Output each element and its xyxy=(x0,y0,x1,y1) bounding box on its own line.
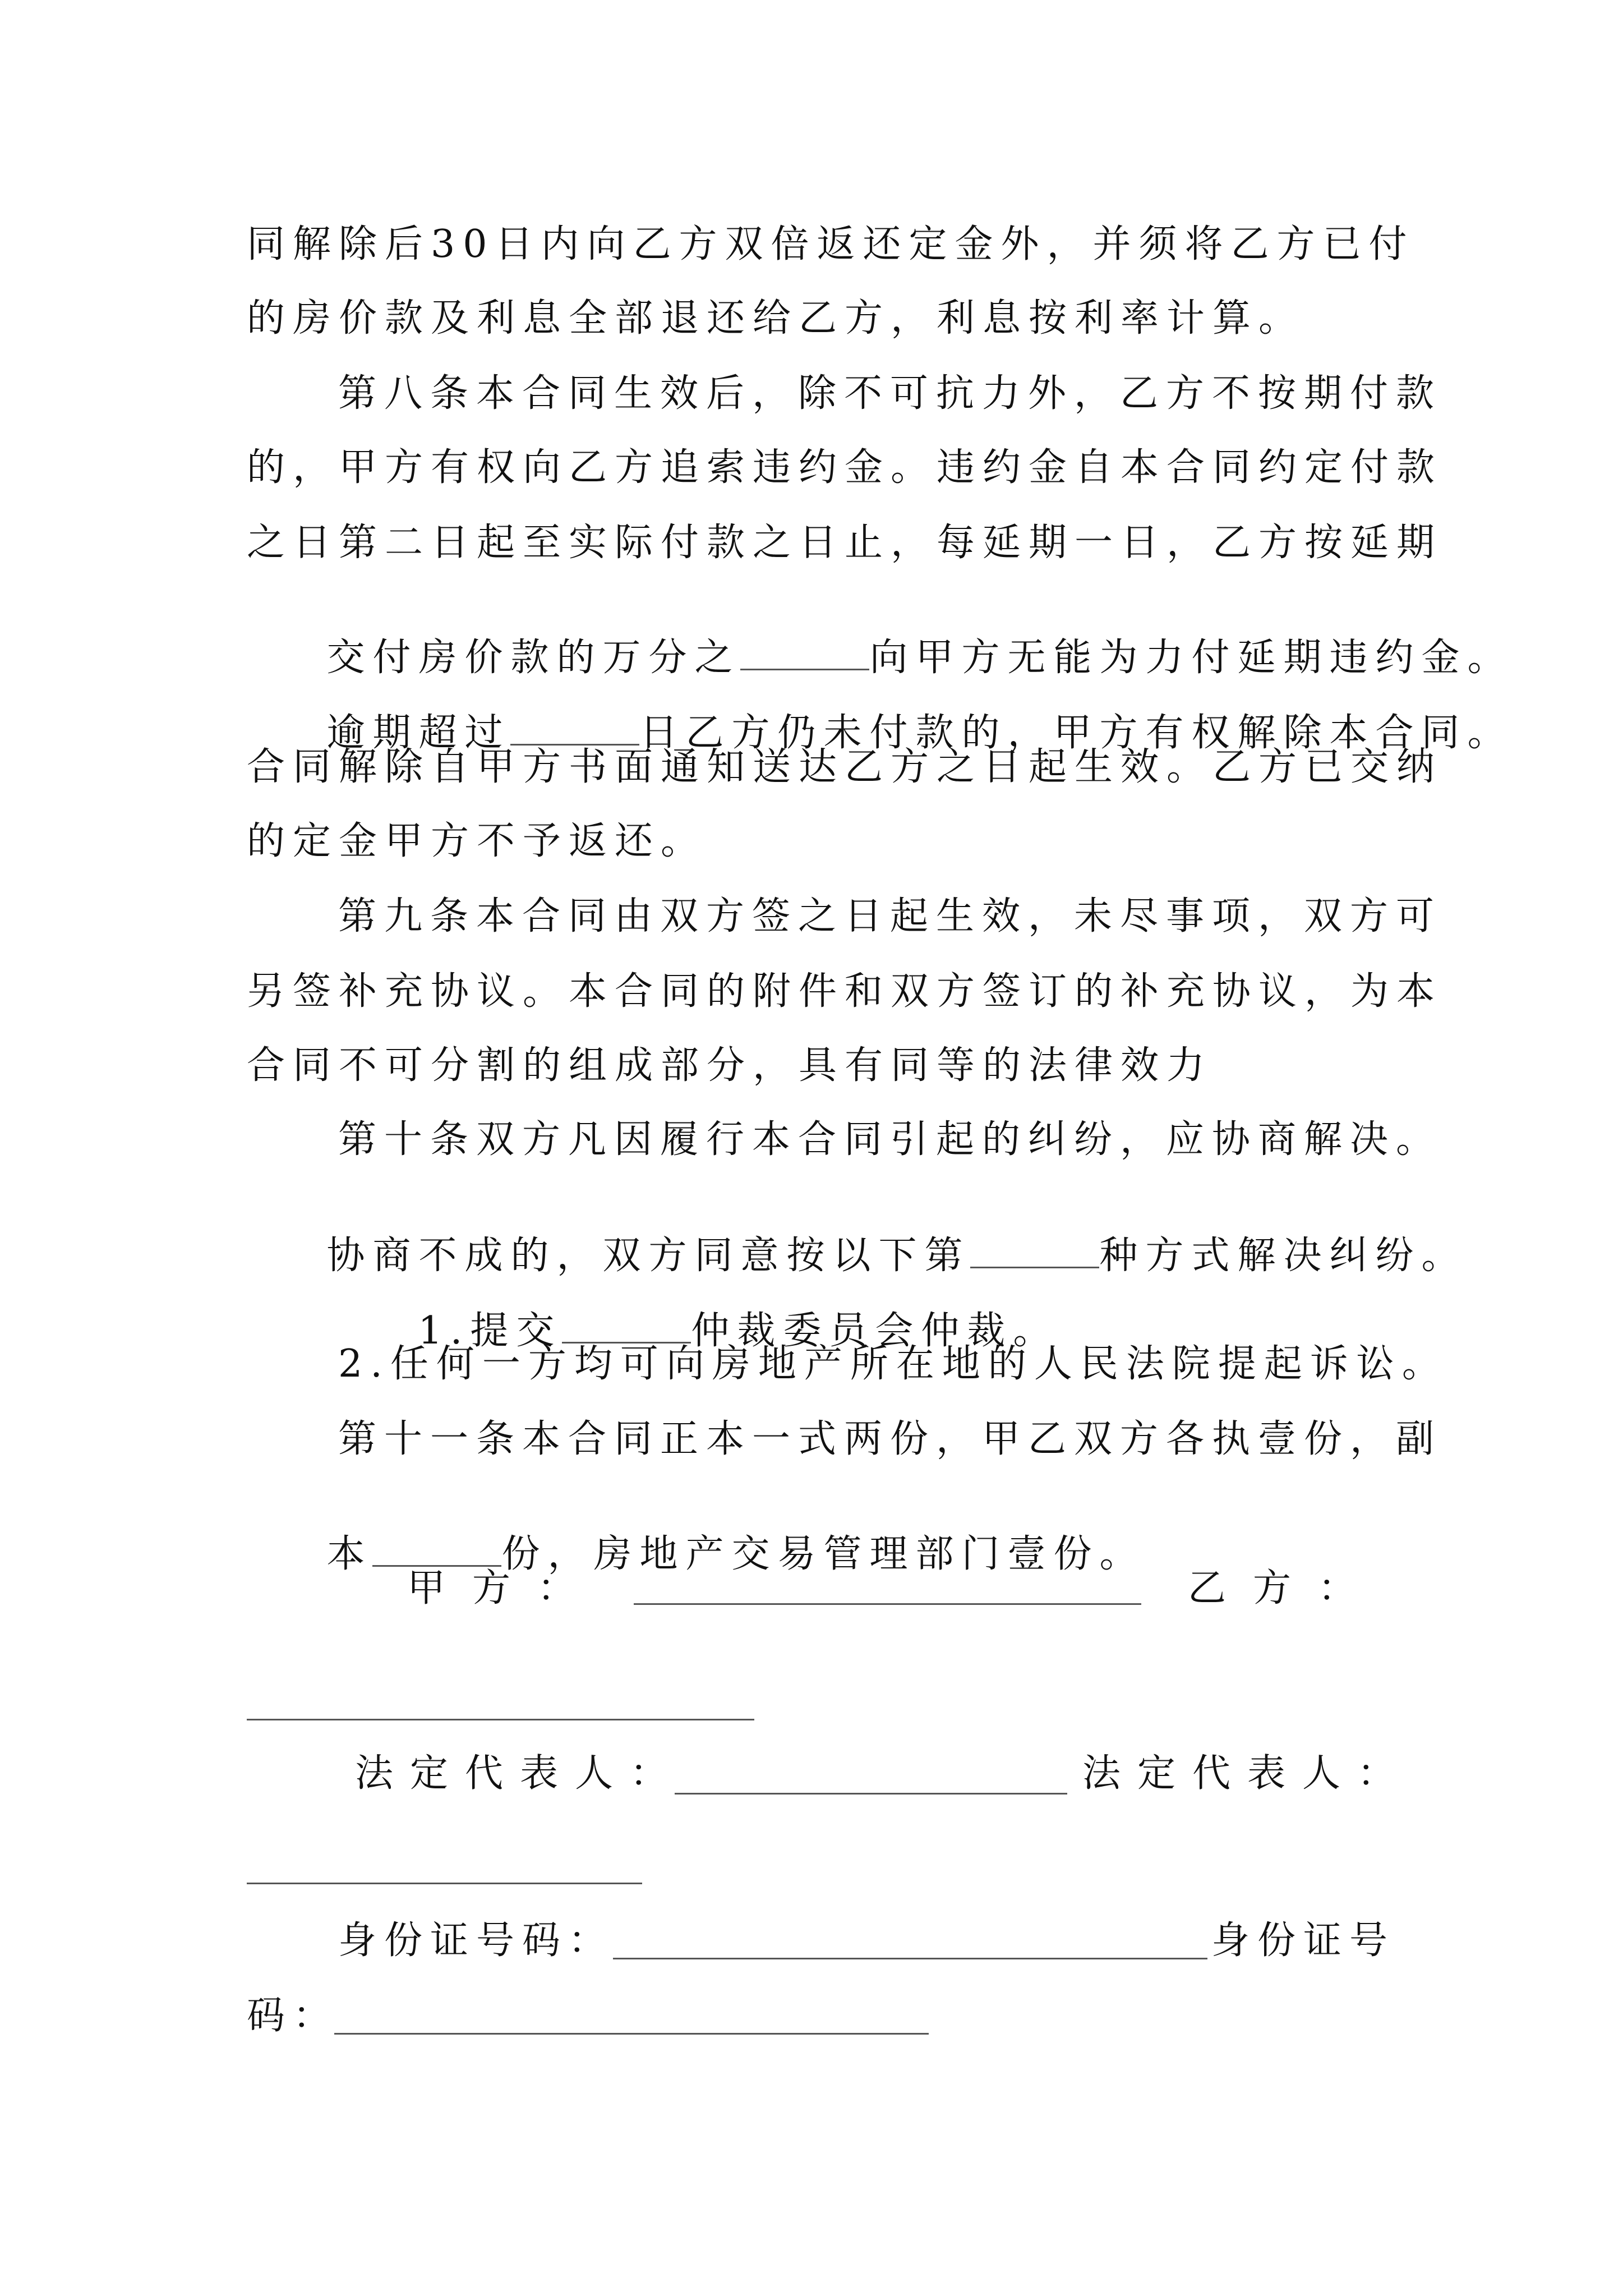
id-a-label: 身份证号码： xyxy=(338,1918,615,1963)
line-text: 本 xyxy=(326,1532,373,1576)
rep-b-label: 法定代表人： xyxy=(1082,1751,1413,1796)
line-text: 份，房地产交易管理部门壹份。 xyxy=(501,1532,1146,1576)
line-text: 种方式解决纠纷。 xyxy=(1099,1234,1468,1278)
id-b-line[interactable] xyxy=(334,2033,929,2035)
line-text: 日乙方仍未付款的，甲方有权解除本合同。 xyxy=(639,711,1514,755)
fill-blank[interactable] xyxy=(562,1309,691,1343)
fill-blank[interactable] xyxy=(372,1533,501,1567)
paragraph-line: 之日第二日起至实际付款之日止，每延期一日，乙方按延期 xyxy=(247,521,1443,565)
fill-blank[interactable] xyxy=(740,636,869,670)
paragraph-line: 同解除后30日内向乙方双倍返还定金外，并须将乙方已付 xyxy=(247,222,1415,266)
paragraph-line: 合同解除自甲方书面通知送达乙方之日起生效。乙方已交纳 xyxy=(247,745,1443,789)
line-text: 逾期超过 xyxy=(326,711,511,755)
paragraph-line: 合同不可分割的组成部分，具有同等的法律效力 xyxy=(247,1043,1213,1088)
article-11-start: 第十一条本合同正本一式两份，甲乙双方各执壹份，副 xyxy=(338,1417,1442,1461)
paragraph-line: 的房价款及利息全部退还给乙方，利息按利率计算。 xyxy=(247,296,1305,341)
party-b-signature-line[interactable] xyxy=(247,1719,754,1720)
paragraph-line xyxy=(247,1494,1146,1612)
article-9-start: 第九条本合同由双方签之日起生效，未尽事项，双方可 xyxy=(338,894,1442,938)
line-text: 协商不成的，双方同意按以下第 xyxy=(326,1234,971,1278)
line-text: 向甲方无能为力付延期违约金。 xyxy=(869,636,1514,680)
fill-blank[interactable] xyxy=(510,711,639,746)
line-text: 仲裁委员会仲裁。 xyxy=(691,1309,1059,1353)
paragraph-line: 另签补充协议。本合同的附件和双方签订的补充协议，为本 xyxy=(247,969,1443,1014)
option-2: 2.任何一方均可向房地产所在地的人民法院提起诉讼。 xyxy=(338,1342,1448,1386)
id-a-line[interactable] xyxy=(613,1958,1207,1959)
line-text: 1.提交 xyxy=(418,1309,562,1353)
article-8-start: 第八条本合同生效后，除不可抗力外，乙方不按期付款 xyxy=(338,371,1442,416)
party-a-label: 甲方： xyxy=(407,1566,603,1611)
paragraph-line: 的，甲方有权向乙方追索违约金。违约金自本合同约定付款 xyxy=(247,445,1443,490)
line-text: 交付房价款的万分之 xyxy=(326,636,741,680)
party-a-signature-line[interactable] xyxy=(634,1603,1141,1605)
rep-a-signature-line[interactable] xyxy=(675,1793,1067,1795)
fill-blank[interactable] xyxy=(970,1234,1099,1268)
id-b-label-cont: 码： xyxy=(247,1994,339,2038)
party-b-label: 乙方： xyxy=(1188,1566,1384,1611)
rep-b-signature-line[interactable] xyxy=(247,1883,642,1884)
id-b-label: 身份证号 xyxy=(1211,1918,1396,1963)
article-10-start: 第十条双方凡因履行本合同引起的纠纷，应协商解决。 xyxy=(338,1117,1442,1162)
rep-a-label: 法定代表人： xyxy=(355,1751,685,1796)
paragraph-line: 的定金甲方不予返还。 xyxy=(247,819,707,863)
